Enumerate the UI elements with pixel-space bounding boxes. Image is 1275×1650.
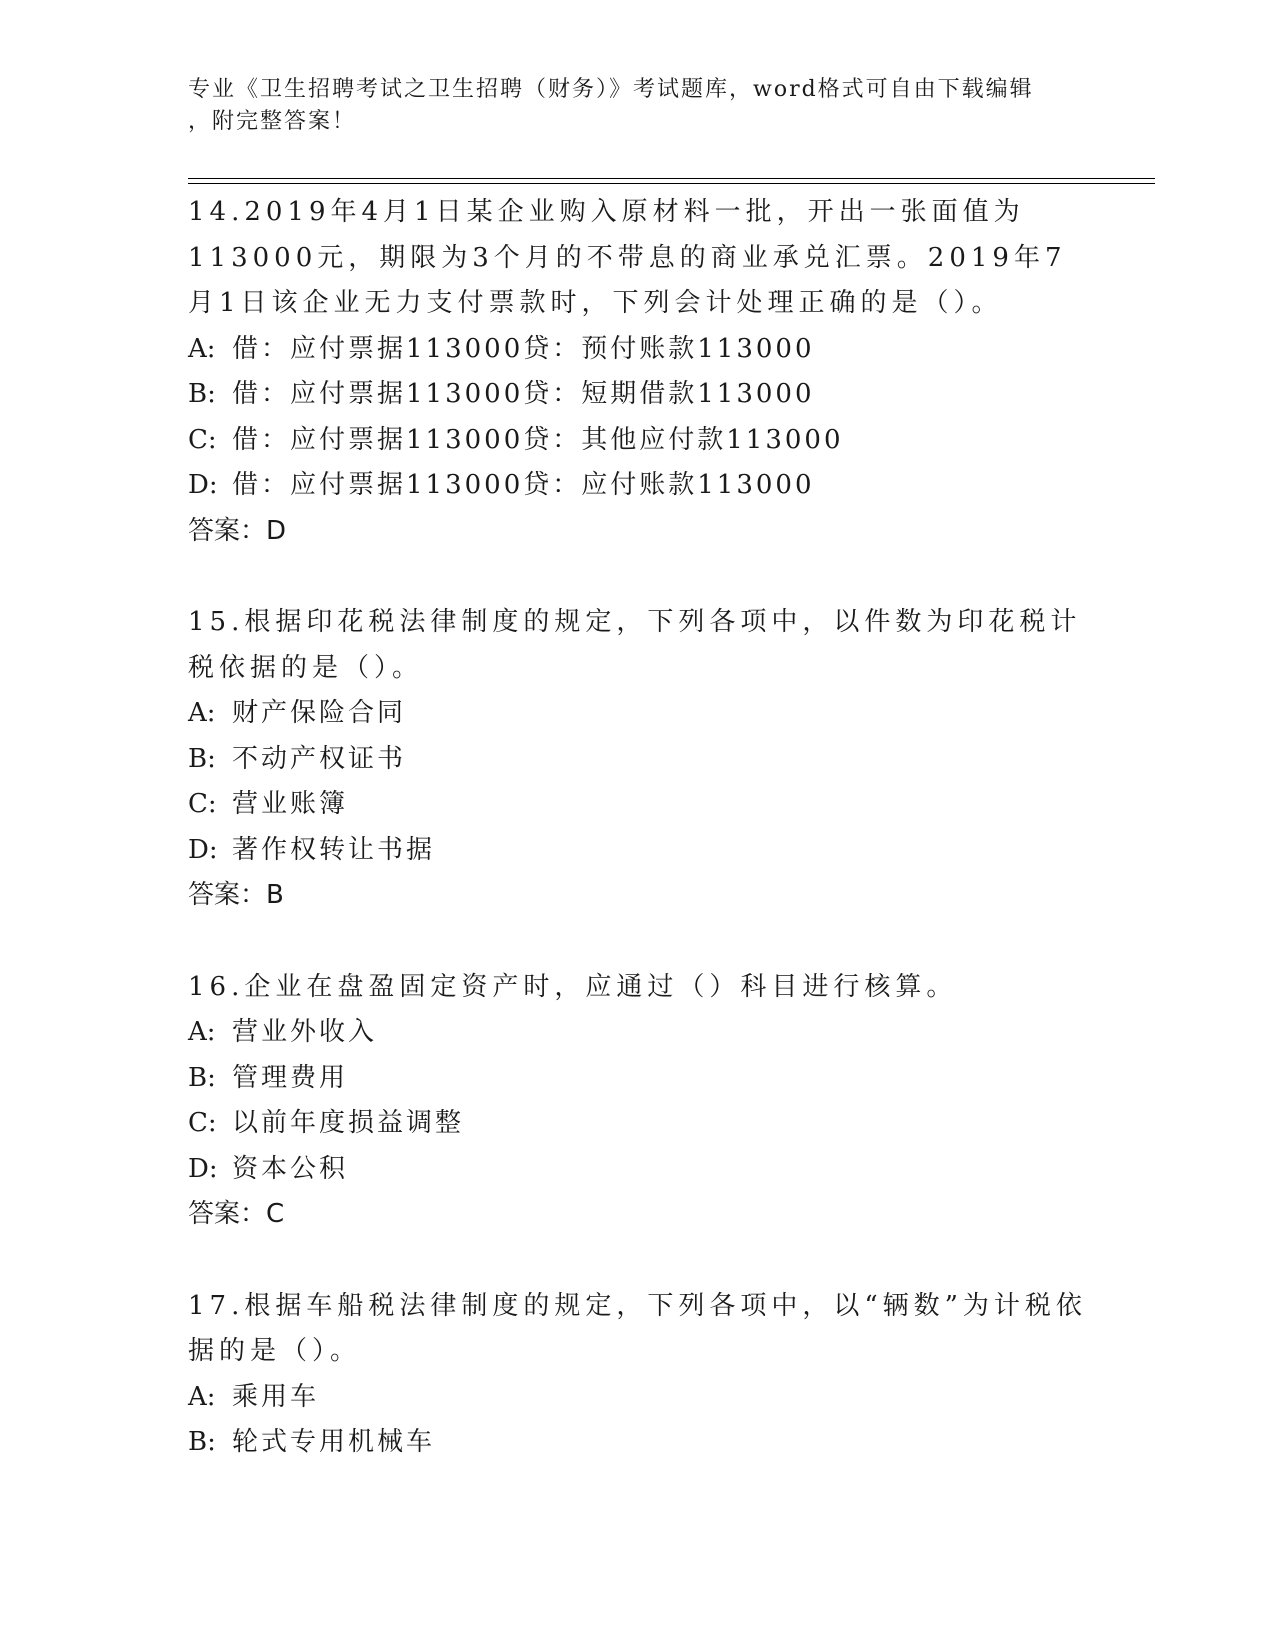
- option-letter: A:: [188, 1381, 216, 1412]
- option-letter: B:: [188, 1062, 216, 1093]
- option-text: 不动产权证书: [232, 743, 407, 774]
- option-text: 借：应付票据113000贷：应付账款113000: [232, 470, 815, 500]
- option-a: [188, 1375, 1088, 1421]
- question-17: [188, 1284, 1088, 1466]
- option-c: [188, 1101, 1088, 1147]
- option-b: [188, 1420, 1088, 1466]
- option-text: 轮式专用机械车: [232, 1427, 436, 1457]
- option-letter: C:: [188, 789, 217, 819]
- question-text: 15.根据印花税法律制度的规定，下列各项中，以件数为印花税计税依据的是（）。: [188, 607, 1082, 683]
- option-text: 以前年度损益调整: [232, 1108, 465, 1138]
- question-text: 17.根据车船税法律制度的规定，下列各项中，以“辆数”为计税依据的是（）。: [188, 1290, 1087, 1366]
- question-16: [188, 965, 1088, 1238]
- option-letter: B:: [188, 379, 216, 409]
- option-text: 资本公积: [232, 1153, 349, 1184]
- option-d: [188, 463, 1088, 509]
- option-b: [188, 737, 1088, 783]
- option-letter: C:: [188, 424, 217, 455]
- option-b: [188, 1056, 1088, 1102]
- option-text: 乘用车: [232, 1381, 320, 1412]
- option-c: [188, 782, 1088, 828]
- option-text: 借：应付票据113000贷：其他应付款113000: [232, 424, 844, 455]
- option-letter: C:: [188, 1108, 217, 1138]
- option-letter: A:: [188, 698, 216, 728]
- option-b: [188, 372, 1088, 418]
- question-list: [188, 190, 1088, 1512]
- question-text: 14.2019年4月1日某企业购入原材料一批，开出一张面值为113000元，期限为3个月的不带息的商业承兑汇票。2019年7月1日该企业无力支付票款时，下列会计处理正确的是（）。: [188, 197, 1067, 318]
- option-text: 财产保险合同: [232, 698, 407, 728]
- option-text: 借：应付票据113000贷：短期借款113000: [232, 379, 815, 409]
- option-letter: B:: [188, 743, 216, 774]
- option-d: [188, 828, 1088, 874]
- option-text: 营业账簿: [232, 789, 349, 819]
- option-c: [188, 418, 1088, 464]
- option-letter: B:: [188, 1427, 216, 1457]
- answer-line: 答案：B: [188, 880, 284, 910]
- option-a: [188, 691, 1088, 737]
- option-d: [188, 1147, 1088, 1193]
- option-text: 管理费用: [232, 1062, 349, 1093]
- header-line-1: 专业《卫生招聘考试之卫生招聘（财务）》考试题库，word格式可自由下载编辑: [188, 77, 1034, 102]
- option-letter: A:: [188, 333, 216, 364]
- header-divider-top: [188, 178, 1155, 179]
- option-letter: D:: [188, 1153, 218, 1184]
- option-a: [188, 327, 1088, 373]
- answer-line: 答案：C: [188, 1199, 285, 1229]
- option-letter: A:: [188, 1017, 216, 1047]
- option-a: [188, 1010, 1088, 1056]
- option-text: 营业外收入: [232, 1017, 378, 1047]
- option-letter: D:: [188, 834, 218, 865]
- option-text: 著作权转让书据: [232, 834, 436, 865]
- option-letter: D:: [188, 470, 218, 500]
- document-header: [188, 74, 1088, 138]
- answer-line: 答案：D: [188, 515, 287, 546]
- option-text: 借：应付票据113000贷：预付账款113000: [232, 333, 815, 364]
- question-14: [188, 190, 1088, 554]
- header-line-2: ，附完整答案！: [188, 109, 357, 134]
- question-text: 16.企业在盘盈固定资产时，应通过（）科目进行核算。: [188, 971, 958, 1002]
- question-15: [188, 600, 1088, 919]
- header-divider-bottom: [188, 183, 1155, 184]
